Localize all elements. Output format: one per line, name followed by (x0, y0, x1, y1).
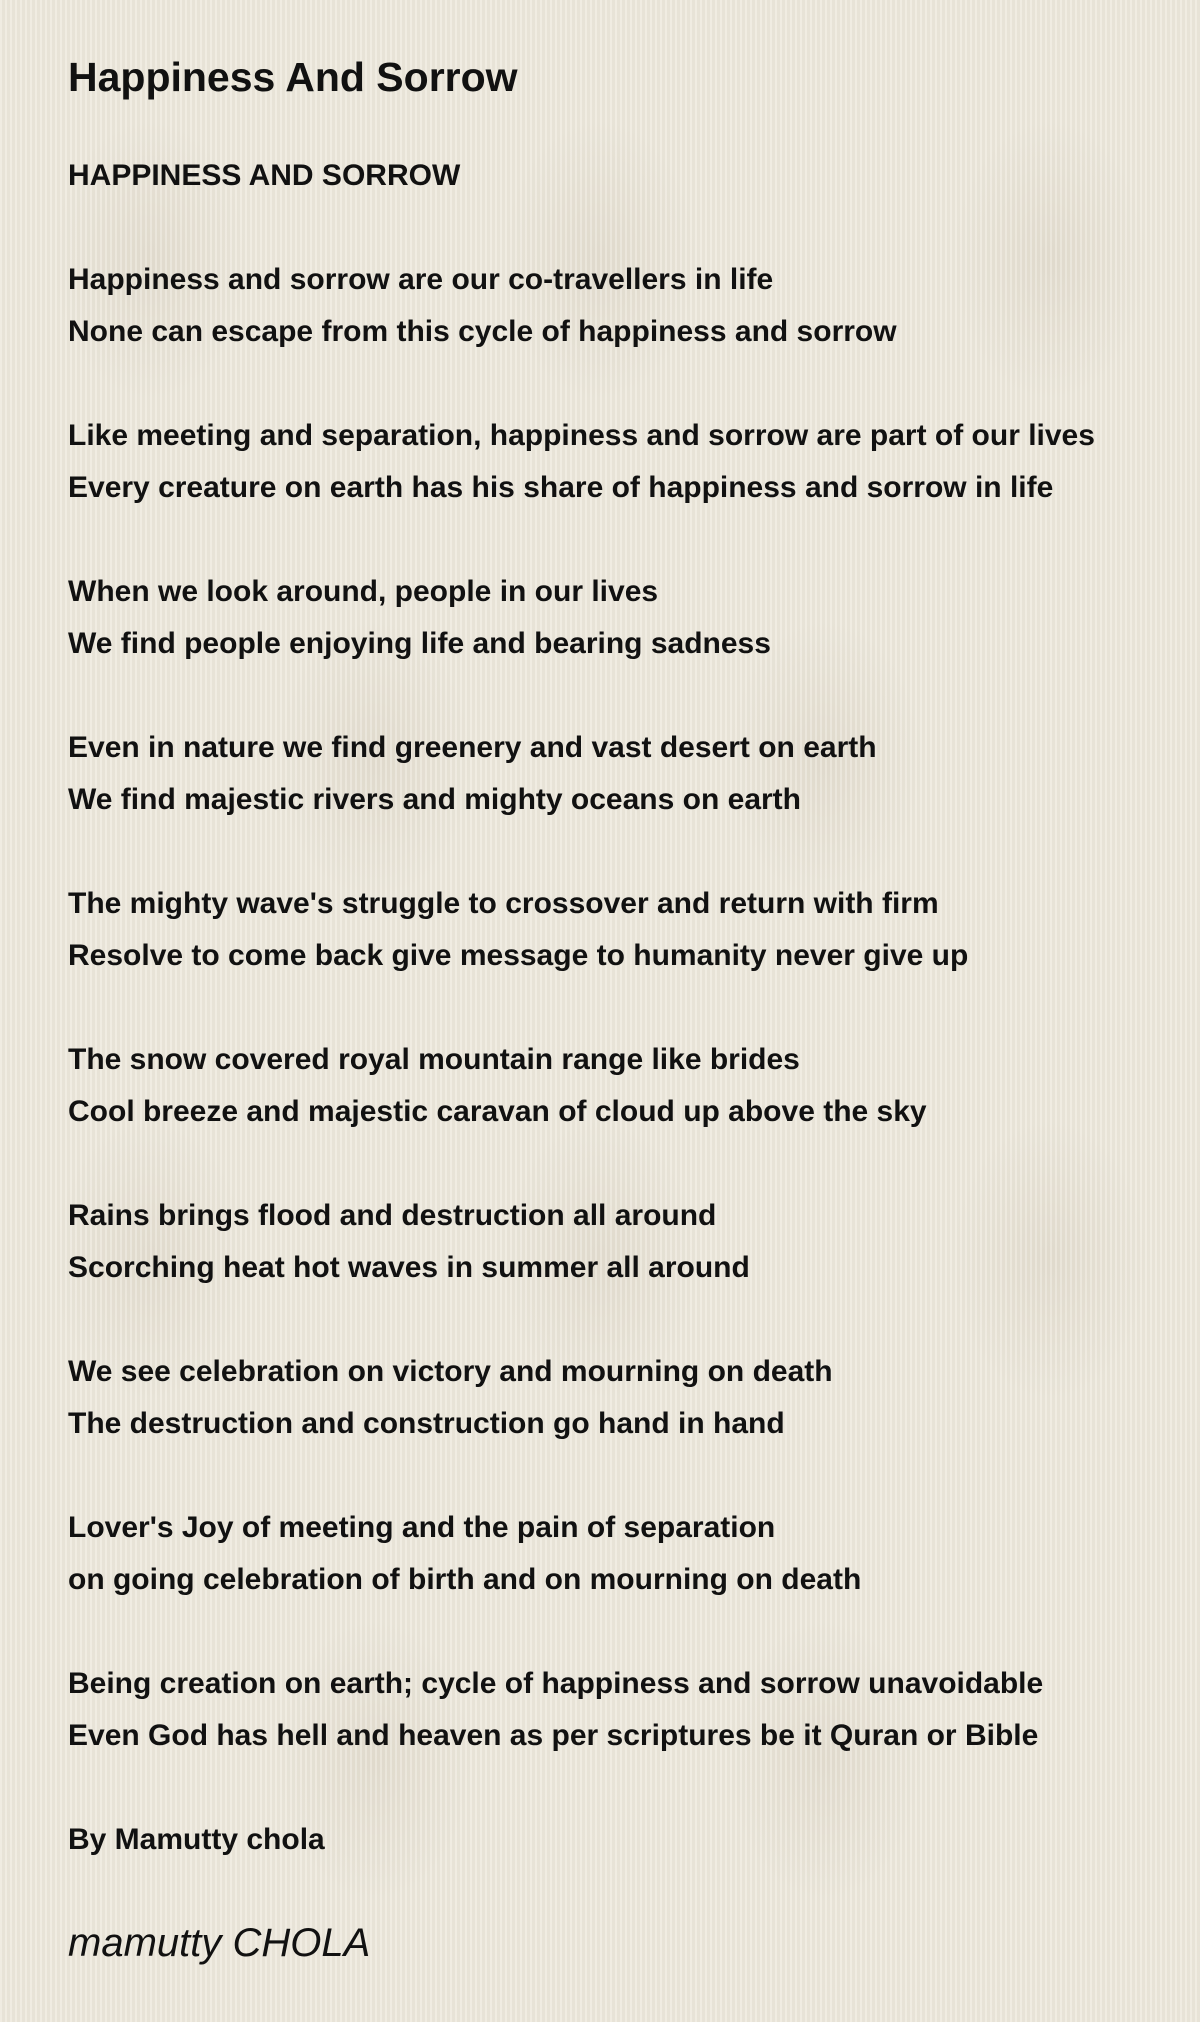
poem-line: Happiness and sorrow are our co-travellers in life (68, 263, 774, 296)
poem-line: Like meeting and separation, happiness and sorrow are part of our lives (68, 419, 1095, 452)
poem-line: We see celebration on victory and mourning on death (68, 1355, 833, 1388)
poem-line: We find people enjoying life and bearing sadness (68, 627, 771, 660)
poem-line: Scorching heat hot waves in summer all around (68, 1251, 750, 1284)
poem-line: Every creature on earth has his share of happiness and sorrow in life (68, 471, 1054, 504)
poem-line: Even God has hell and heaven as per scriptures be it Quran or Bible (68, 1719, 1039, 1752)
stanza-break (68, 514, 1188, 566)
stanza-break (68, 1450, 1188, 1502)
stanza-break (68, 358, 1188, 410)
stanza-break (68, 1762, 1188, 1814)
poem-line: Cool breeze and majestic caravan of cloud up above the sky (68, 1095, 927, 1128)
poem-line: The destruction and construction go hand in hand (68, 1407, 785, 1440)
poem-line: None can escape from this cycle of happiness and sorrow (68, 315, 897, 348)
stanza-break (68, 1138, 1188, 1190)
poem-line: Lover's Joy of meeting and the pain of separation (68, 1511, 776, 1544)
poem-line: on going celebration of birth and on mourning on death (68, 1563, 862, 1596)
poem-line: Being creation on earth; cycle of happiness and sorrow unavoidable (68, 1667, 1044, 1700)
poem-title: Happiness And Sorrow (68, 54, 518, 100)
poem-line: The mighty wave's struggle to crossover and return with firm (68, 887, 939, 920)
author-signature: mamutty CHOLA (68, 1921, 371, 1965)
poem-heading: HAPPINESS AND SORROW (68, 159, 461, 192)
stanza-break (68, 670, 1188, 722)
poem-line: We find majestic rivers and mighty oceans on earth (68, 783, 801, 816)
stanza-break (68, 1294, 1188, 1346)
stanza-break (68, 826, 1188, 878)
poem-line: The snow covered royal mountain range like brides (68, 1043, 800, 1076)
poem-line: When we look around, people in our lives (68, 575, 659, 608)
poem-line: Resolve to come back give message to humanity never give up (68, 939, 969, 972)
poem-byline: By Mamutty chola (68, 1823, 325, 1856)
stanza-break (68, 202, 1188, 254)
stanza-break (68, 982, 1188, 1034)
poem-line: Rains brings flood and destruction all around (68, 1199, 717, 1232)
poem-line: Even in nature we find greenery and vast desert on earth (68, 731, 877, 764)
poem-body (68, 150, 1188, 1866)
stanza-break (68, 1606, 1188, 1658)
